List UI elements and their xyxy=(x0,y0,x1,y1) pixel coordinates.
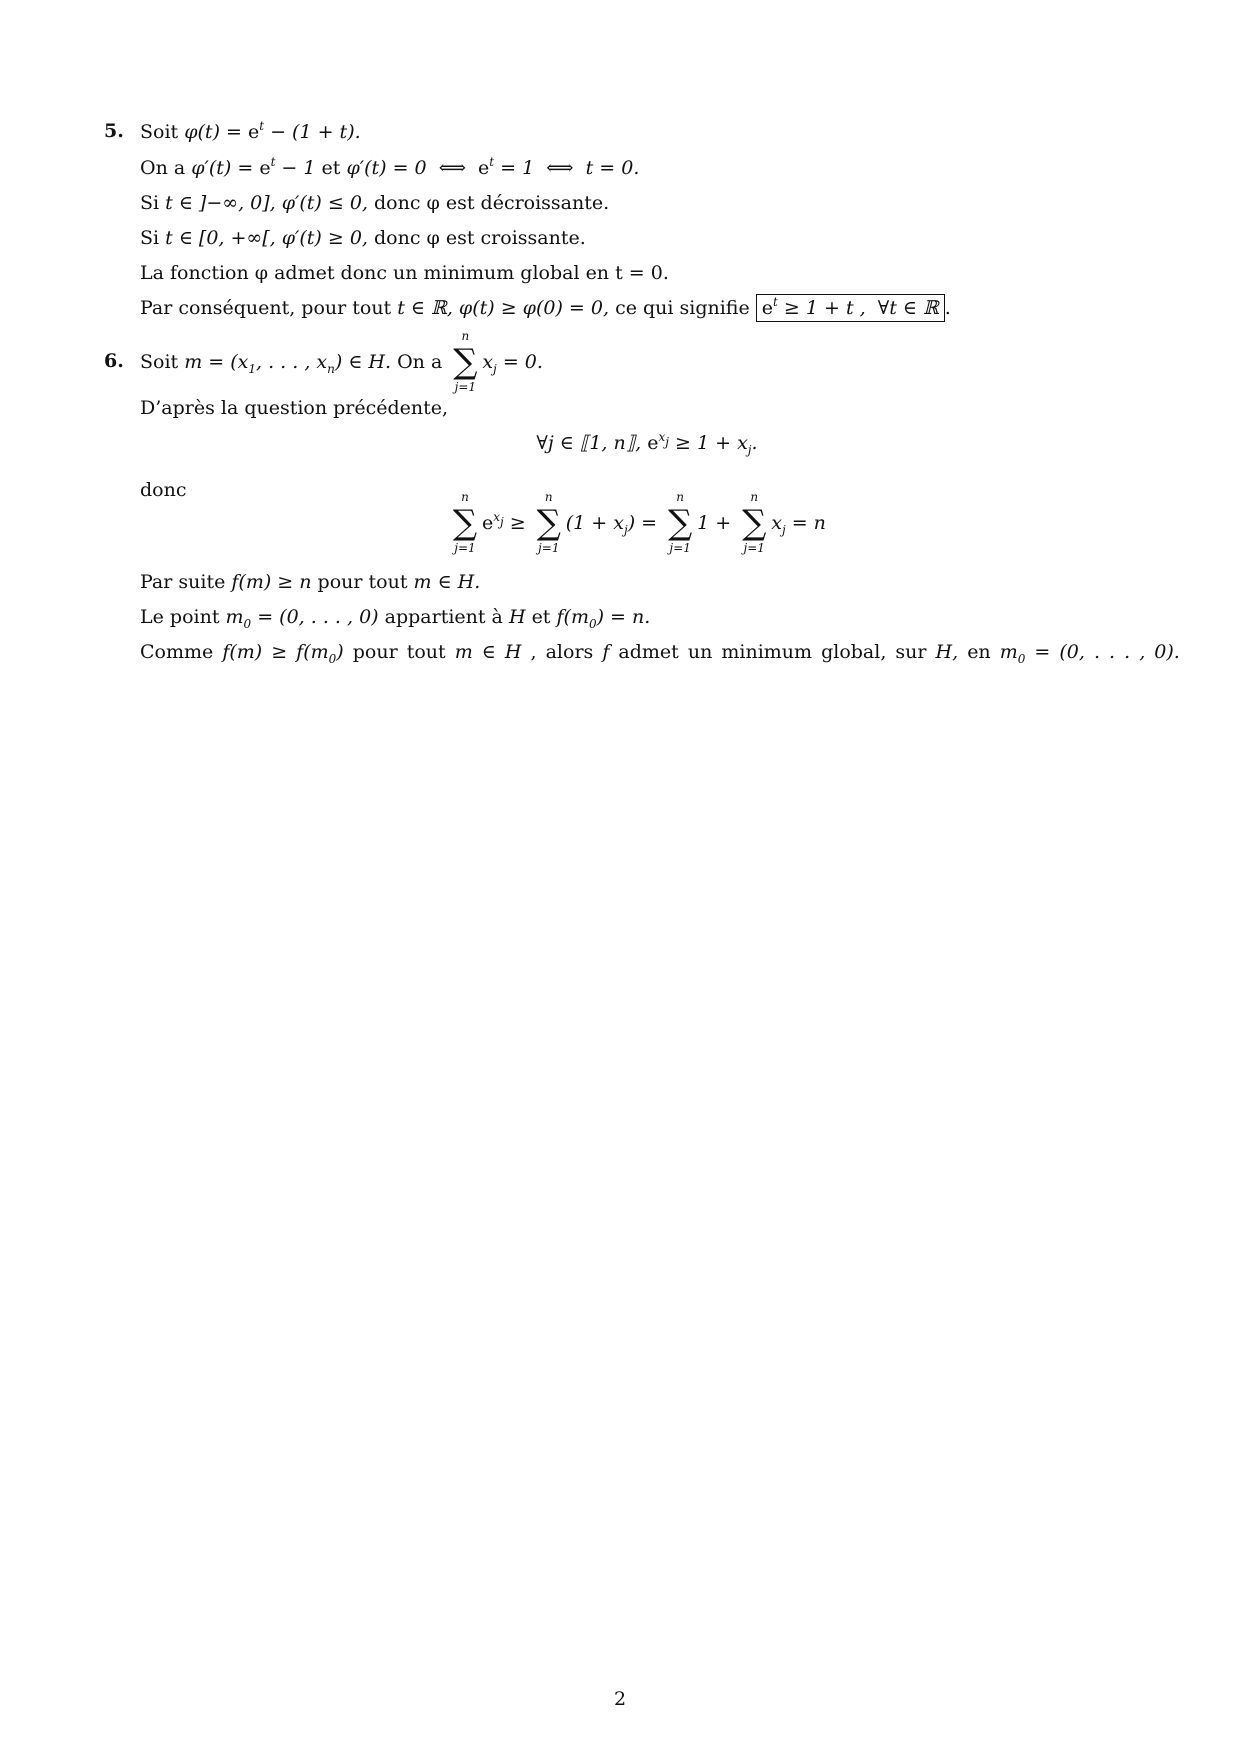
q6-display-2: n ∑ j=1 $e^{x_j}$ ≥ n ∑ j=1 $(1 + x_j)$ = n ∑ j=1 1 + n ∑ j=1 $x_j = n$ xyxy=(448,493,826,553)
q6-line-4: Par suite f(m) ≥ n pour tout m ∈ H. xyxy=(140,571,481,593)
q6-line-1: Soit $m = (x_1$, . . . , $x_n$) ∈ H. On a n ∑ j=1 $x_j = 0$. xyxy=(140,329,543,394)
q5-line-5: La fonction φ admet donc un minimum global en t = 0. xyxy=(140,262,669,284)
q5-phi-definition: $\varphi(t) = e^t - (1 + t)$. xyxy=(184,119,361,143)
q5-soit-label: Soit xyxy=(140,121,179,143)
question-number-5: 5. xyxy=(104,120,124,142)
q5-line-3: Si t ∈ ]−∞, 0], φ′(t) ≤ 0, donc φ est décroissante. xyxy=(140,192,610,214)
q5-line-2: On a $\varphi'(t) = e^t - 1$ et φ′(t) = 0 ⟺ $e^t = 1$ ⟺ t = 0. xyxy=(140,155,640,179)
result-box: $e^t \ge 1 + t$ , ∀t ∈ ℝ xyxy=(756,294,945,322)
q6-line-5: Le point $m_0 = (0$, . . . , 0) appartient à H et $f(m_0) = n$. xyxy=(140,606,651,631)
sum-symbol: n ∑ j=1 xyxy=(453,329,478,394)
page-number: 2 xyxy=(613,1688,627,1710)
q5-line-6: Par conséquent, pour tout t ∈ ℝ, φ(t) ≥ φ(0) = 0, ce qui signifie $e^t \ge 1 + t$ , ∀t ∈ ℝ . xyxy=(140,296,951,320)
q6-display-1: ∀j ∈ ⟦1, n⟧, $e^{x_j} \ge 1 + x_j$. xyxy=(536,430,758,457)
question-number-6: 6. xyxy=(104,350,124,372)
sum-symbol: n ∑ j=1 xyxy=(536,490,561,555)
sum-symbol: n ∑ j=1 xyxy=(668,490,693,555)
q6-line-2: D’après la question précédente, xyxy=(140,397,449,419)
q6-line-6: Comme $f(m) \ge f(m_0)$ pour tout m ∈ H , alors f admet un minimum global, sur H, en $m_0 = (0$, . . . , 0). xyxy=(140,641,1180,666)
q5-line-1 xyxy=(140,120,361,144)
sum-symbol: n ∑ j=1 xyxy=(452,490,478,555)
q6-line-3: donc xyxy=(140,479,187,501)
sum-symbol: n ∑ j=1 xyxy=(742,490,767,555)
q5-line-4: Si t ∈ [0, +∞[, φ′(t) ≥ 0, donc φ est croissante. xyxy=(140,227,586,249)
